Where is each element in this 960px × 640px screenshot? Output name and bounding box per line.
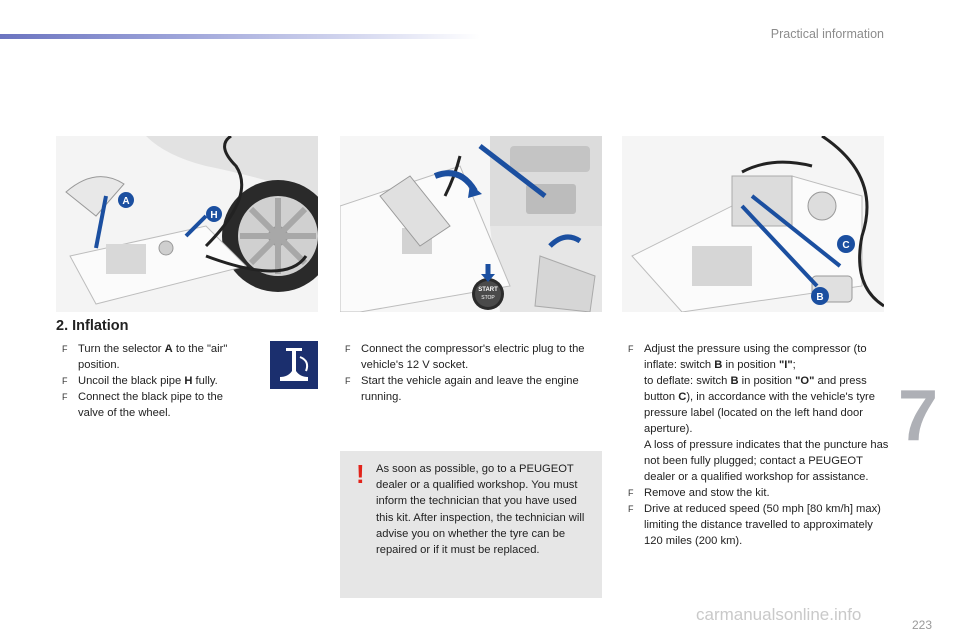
header-accent-bar bbox=[0, 34, 480, 39]
bullet-icon: F bbox=[62, 376, 68, 386]
steps-column-3 bbox=[628, 341, 890, 549]
step-item: F Start the vehicle again and leave the engine running. bbox=[345, 375, 579, 403]
step-item: F Drive at reduced speed (50 mph [80 km/h] max) limiting the distance travelled to approximately 120 miles (200 km). bbox=[628, 503, 881, 547]
fig1-label-a: A bbox=[122, 196, 130, 207]
warning-text: As soon as possible, go to a PEUGEOT dealer or a qualified workshop. You must inform the technician that you have used this kit. After inspection, the technician will advise you on whether the tyre can be repaired or if it must be replaced. bbox=[376, 463, 585, 557]
bullet-icon: F bbox=[345, 344, 351, 354]
figure-socket-start bbox=[340, 136, 602, 312]
section-title: Practical information bbox=[770, 27, 884, 41]
fig3-label-b: B bbox=[816, 292, 824, 303]
watermark-text: carmanualsonline.info bbox=[696, 605, 862, 624]
step-item: F Connect the compressor's electric plug to the vehicle's 12 V socket. bbox=[345, 343, 585, 371]
fig2-start-label: START bbox=[478, 287, 498, 293]
bullet-icon: F bbox=[628, 504, 634, 514]
fig2-stop-label: STOP bbox=[481, 295, 495, 301]
bullet-icon: F bbox=[62, 344, 68, 354]
step-item: F Turn the selector A to the "air" position. bbox=[62, 343, 228, 371]
figure-compressor-controls bbox=[622, 136, 884, 312]
step-item: F Adjust the pressure using the compressor (to inflate: switch B in position "I"; to deflate: switch B in position "O" and press button C), in accordance with the vehicle's tyre pressure label (located on the left hand door aperture). A loss of pressure indicates that the puncture has not been fully plugged; contact a PEUGEOT dealer or a qualified workshop for assistance. bbox=[628, 343, 889, 483]
figure-compressor-wheel bbox=[56, 136, 318, 312]
warning-box bbox=[340, 451, 602, 598]
fig1-label-h: H bbox=[210, 210, 218, 221]
steps-column-1 bbox=[62, 341, 252, 421]
warning-icon: ! bbox=[356, 459, 365, 489]
chapter-number: 7 bbox=[898, 376, 939, 456]
bullet-icon: F bbox=[62, 392, 68, 402]
step-item: F Uncoil the black pipe H fully. bbox=[62, 375, 218, 387]
fig3-label-c: C bbox=[842, 240, 850, 251]
step-item: F Remove and stow the kit. bbox=[628, 487, 770, 499]
repair-kit-icon bbox=[270, 341, 318, 389]
step-item: F Connect the black pipe to the valve of the wheel. bbox=[62, 391, 223, 419]
bullet-icon: F bbox=[628, 344, 634, 354]
bullet-icon: F bbox=[628, 488, 634, 498]
section-heading: 2. Inflation bbox=[56, 318, 129, 334]
bullet-icon: F bbox=[345, 376, 351, 386]
page-number: 223 bbox=[912, 618, 933, 632]
steps-column-2 bbox=[345, 341, 600, 405]
